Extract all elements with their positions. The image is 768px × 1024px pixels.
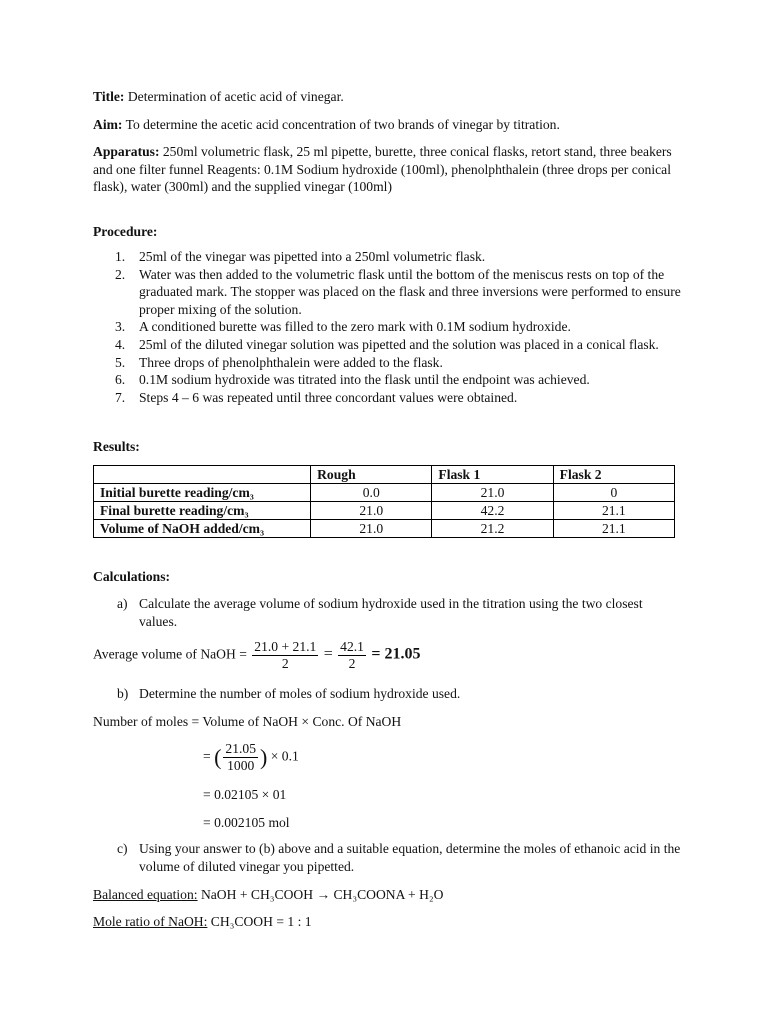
- procedure-step-number: 5.: [115, 354, 126, 370]
- average-fraction-2: [338, 639, 366, 672]
- results-cell: 21.2: [432, 520, 553, 538]
- calc-item-text: Using your answer to (b) above and a suitable equation, determine the moles of ethanoic acid in the volume of diluted vinegar you pipetted.: [139, 841, 681, 874]
- moles-fraction: [223, 741, 258, 774]
- results-row-label: Final burette reading/cm₃: [94, 502, 311, 520]
- equals-sign: =: [203, 748, 211, 764]
- average-volume-equation: [93, 639, 421, 672]
- procedure-step: [93, 336, 683, 354]
- calc-item-text: Calculate the average volume of sodium hydroxide used in the titration using the two closest values.: [139, 596, 643, 629]
- calc-item-letter: c): [117, 841, 128, 856]
- moles-formula-line: Number of moles = Volume of NaOH × Conc. Of NaOH: [93, 714, 402, 729]
- results-header-cell: Flask 1: [432, 466, 553, 484]
- fraction-denominator: 1000: [227, 758, 255, 773]
- procedure-step: [93, 318, 683, 336]
- procedure-step: [93, 354, 683, 372]
- procedure-list: [93, 248, 683, 406]
- results-header-cell: Rough: [311, 466, 432, 484]
- balanced-equation-line: [93, 886, 683, 904]
- calc-item-letter: b): [117, 686, 129, 701]
- procedure-step-number: 4.: [115, 336, 126, 352]
- title-label: Title:: [93, 89, 125, 104]
- procedure-step-text: 25ml of the diluted vinegar solution was pipetted and the solution was placed in a conical flask.: [139, 336, 659, 352]
- procedure-step-number: 3.: [115, 319, 126, 335]
- results-cell: 21.0: [311, 520, 432, 538]
- title-line: [93, 88, 683, 106]
- results-row-label: Volume of NaOH added/cm₃: [94, 520, 311, 538]
- average-result: = 21.05: [371, 645, 421, 663]
- aim-line: [93, 116, 683, 134]
- title-text: Determination of acetic acid of vinegar.: [124, 89, 344, 104]
- results-cell: 21.1: [553, 502, 674, 520]
- procedure-step-number: 2.: [115, 266, 126, 282]
- procedure-step-text: 25ml of the vinegar was pipetted into a 250ml volumetric flask.: [139, 249, 486, 264]
- procedure-step-number: 1.: [115, 249, 126, 264]
- results-row-label: Initial burette reading/cm₃: [94, 484, 311, 502]
- results-cell: 21.0: [432, 484, 553, 502]
- results-cell: 21.1: [553, 520, 674, 538]
- results-cell: 0.0: [311, 484, 432, 502]
- calc-item-letter: a): [117, 596, 128, 611]
- procedure-step-number: 6.: [115, 372, 126, 388]
- procedure-step-text: 0.1M sodium hydroxide was titrated into the flask until the endpoint was achieved.: [139, 372, 590, 388]
- left-paren: (: [214, 744, 222, 770]
- balanced-equation-label: Balanced equation:: [93, 887, 198, 902]
- results-cell: 42.2: [432, 502, 553, 520]
- results-cell: 0: [553, 484, 674, 502]
- results-cell: 21.0: [311, 502, 432, 520]
- moles-step-3: = 0.002105 mol: [203, 815, 290, 830]
- procedure-step: [93, 389, 683, 407]
- results-table: [93, 465, 675, 538]
- procedure-heading: Procedure:: [93, 224, 158, 239]
- calc-item-text: Determine the number of moles of sodium hydroxide used.: [139, 686, 461, 701]
- results-header-row: [94, 466, 675, 484]
- fraction-denominator: 2: [281, 656, 289, 671]
- moles-step-1: [203, 741, 299, 774]
- right-paren: ): [260, 744, 268, 770]
- fraction-numerator: 21.0 + 21.1: [254, 639, 317, 654]
- results-row: [94, 484, 675, 502]
- fraction-numerator: 42.1: [340, 639, 364, 654]
- procedure-step-text: Steps 4 – 6 was repeated until three concordant values were obtained.: [139, 389, 518, 405]
- results-header-cell: Flask 2: [553, 466, 674, 484]
- average-prefix: Average volume of NaOH =: [93, 646, 247, 662]
- mole-ratio-line: [93, 913, 683, 931]
- results-heading: Results:: [93, 439, 140, 454]
- results-row: [94, 502, 675, 520]
- balanced-equation-text: NaOH + CH₃COOH → CH₃COONA + H₂O: [197, 887, 444, 902]
- aim-label: Aim:: [93, 117, 123, 132]
- equals-sign: =: [323, 645, 333, 663]
- results-row: [94, 520, 675, 538]
- procedure-step: [93, 248, 683, 266]
- fraction-denominator: 2: [348, 656, 356, 671]
- fraction-numerator: 21.05: [225, 741, 256, 756]
- moles-step-1-suffix: × 0.1: [270, 748, 299, 764]
- calc-item-c: [93, 840, 683, 875]
- moles-step-2: = 0.02105 × 01: [203, 787, 287, 802]
- calculations-heading: Calculations:: [93, 569, 171, 584]
- apparatus-label: Apparatus:: [93, 144, 160, 159]
- mole-ratio-label: Mole ratio of NaOH:: [93, 914, 208, 929]
- procedure-step-text: Water was then added to the volumetric flask until the bottom of the meniscus rests on top of the graduated mark. The stopper was placed on the flask and three inversions were performed to ensure proper mixing of the solution.: [139, 266, 681, 317]
- mole-ratio-text: CH₃COOH = 1 : 1: [207, 914, 312, 929]
- calc-item-a: [93, 595, 683, 630]
- apparatus-paragraph: [93, 143, 683, 196]
- procedure-step-text: A conditioned burette was filled to the zero mark with 0.1M sodium hydroxide.: [139, 319, 571, 335]
- aim-text: To determine the acetic acid concentration of two brands of vinegar by titration.: [122, 117, 560, 132]
- procedure-step: [93, 371, 683, 389]
- procedure-step-text: Three drops of phenolphthalein were added to the flask.: [139, 354, 443, 370]
- calc-item-b: [93, 685, 683, 703]
- results-header-cell: [94, 466, 311, 484]
- average-fraction-1: [252, 639, 318, 672]
- apparatus-text: 250ml volumetric flask, 25 ml pipette, burette, three conical flasks, retort stand, three beakers and one filter funnel Reagents: 0.1M Sodium hydroxide (100ml), phenolphthalein (three drops per conical flask), water (300ml) and the supplied vinegar (100ml): [93, 144, 672, 195]
- procedure-step-number: 7.: [115, 389, 126, 405]
- procedure-step: [93, 266, 683, 319]
